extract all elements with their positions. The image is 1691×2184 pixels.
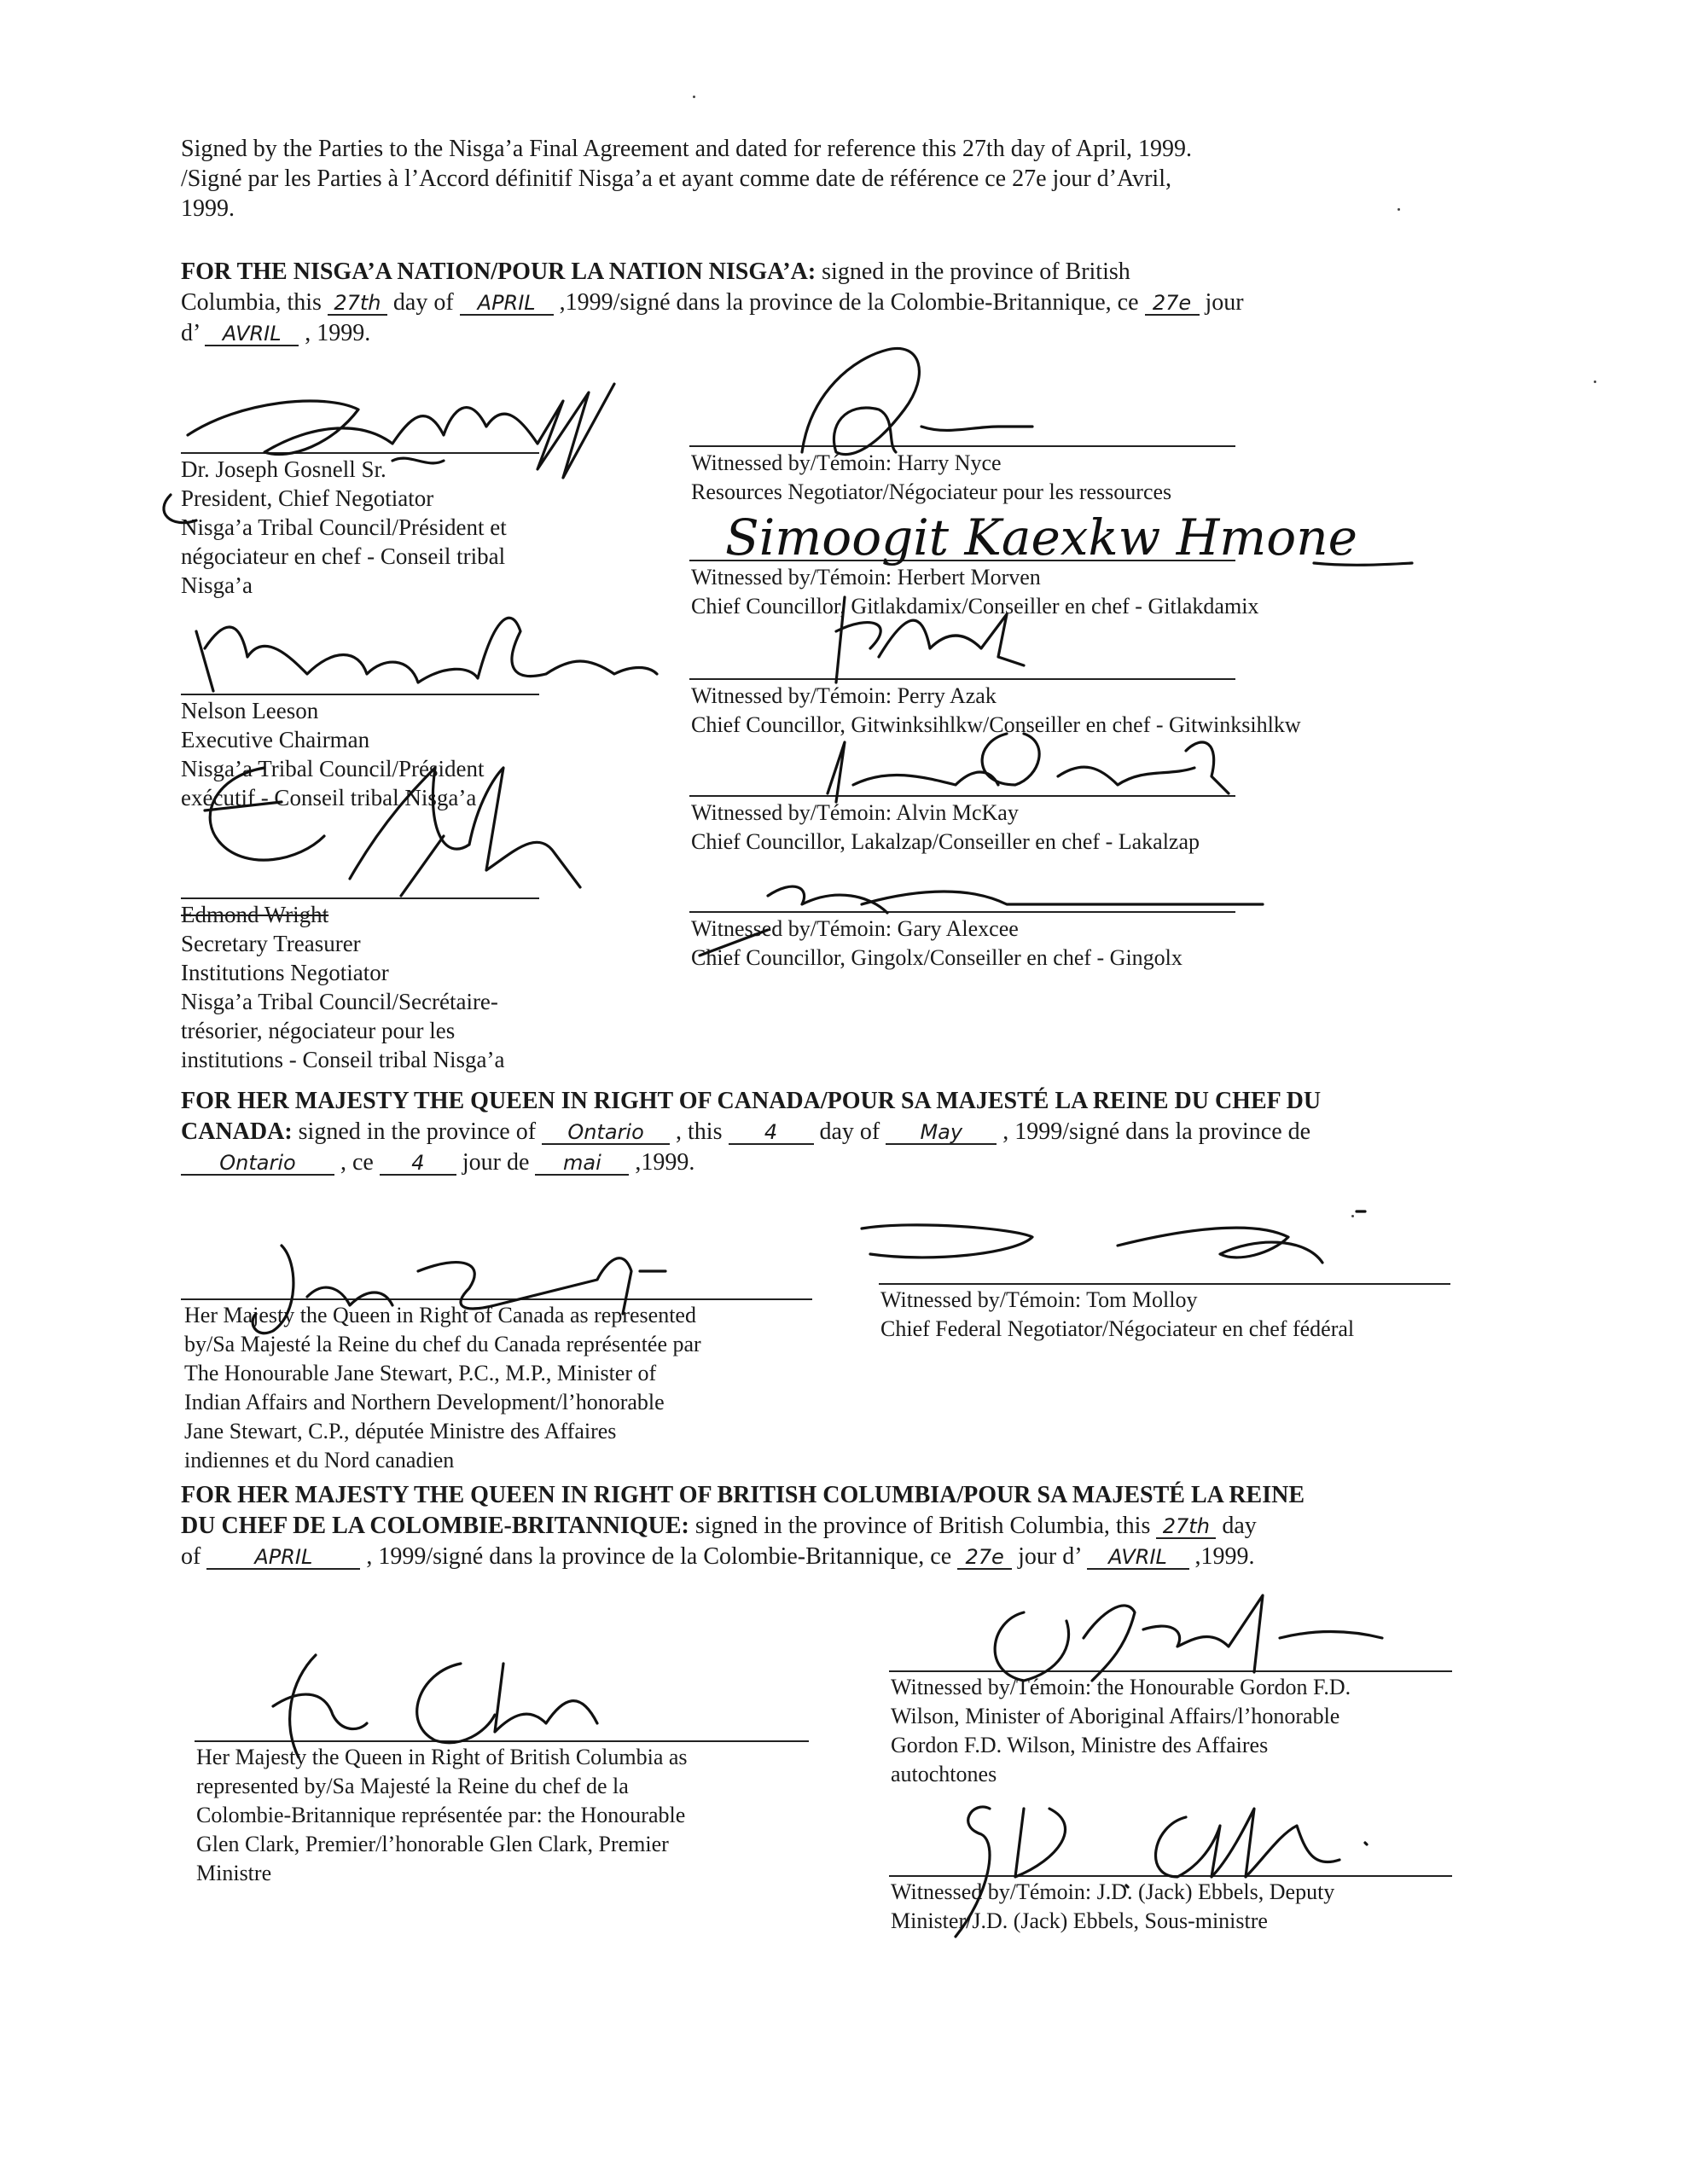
- bc-line-3-c: jour d’: [1012, 1543, 1087, 1570]
- witness-title: autochtones: [891, 1762, 997, 1786]
- canada-province-field[interactable]: Ontario: [542, 1121, 670, 1145]
- bc-line-3: [181, 1542, 1255, 1571]
- signature-gosnell: [137, 367, 683, 555]
- bc-line-2-end: day: [1216, 1513, 1257, 1539]
- signatory-wright: [181, 900, 504, 1074]
- bc-heading-2: DU CHEF DE LA COLOMBIE-BRITANNIQUE:: [181, 1513, 689, 1539]
- signatory-title: represented by/Sa Majesté la Reine du chef de la: [196, 1774, 629, 1798]
- signatory-title: exécutif - Conseil tribal Nisga’a: [181, 785, 477, 810]
- bc-line-3-a: of: [181, 1543, 207, 1570]
- signature-molloy: [845, 1203, 1408, 1288]
- canada-mois-field[interactable]: mai: [535, 1152, 629, 1176]
- signature-alexcee: [665, 862, 1263, 956]
- witness-molloy: [880, 1286, 1354, 1344]
- signatory-title: Nisga’a Tribal Council/Président: [181, 756, 485, 781]
- nisgaa-line-3: [181, 319, 370, 348]
- signatory-title: Jane Stewart, C.P., députée Ministre des Affaires: [184, 1419, 617, 1443]
- bc-line-3-b: , 1999/signé dans la province de la Colombie-Britannique, ce: [360, 1543, 958, 1570]
- signature-stewart: [222, 1228, 700, 1348]
- witness-name: Witnessed by/Témoin: J.D. (Jack) Ebbels, Deputy: [891, 1879, 1335, 1904]
- nisgaa-day-field[interactable]: 27th: [328, 292, 387, 316]
- nisgaa-mois-field[interactable]: AVRIL: [205, 322, 299, 346]
- witness-title: Gordon F.D. Wilson, Ministre des Affaires: [891, 1733, 1269, 1757]
- signatory-title: President, Chief Negotiator: [181, 485, 434, 511]
- signatory-title: négociateur en chef - Conseil tribal: [181, 543, 506, 569]
- signature-wright: [179, 751, 623, 913]
- signatory-title: Nisga’a Tribal Council/Secrétaire-: [181, 989, 498, 1014]
- nisgaa-month-field[interactable]: APRIL: [460, 292, 554, 316]
- canada-line-2-d: , 1999/signé dans la province de: [997, 1118, 1311, 1145]
- canada-line-3-b: jour de: [456, 1149, 536, 1176]
- nisgaa-line-2-b: day of: [386, 289, 460, 316]
- nisgaa-line-1: [181, 258, 1130, 287]
- witness-title: Minister/J.D. (Jack) Ebbels, Sous-ministre: [891, 1908, 1268, 1933]
- scan-speck: [1398, 208, 1400, 211]
- bc-day-field[interactable]: 27th: [1156, 1515, 1216, 1539]
- signatory-title: Indian Affairs and Northern Development/l’honorable: [184, 1390, 665, 1414]
- nisgaa-line-3-a: d’: [181, 320, 206, 346]
- scan-speck: [693, 96, 695, 98]
- signature-morven: [717, 503, 1416, 580]
- canada-province-fr-field[interactable]: Ontario: [181, 1152, 334, 1176]
- canada-line-3-c: ,1999.: [629, 1149, 695, 1176]
- intro-line-2: /Signé par les Parties à l’Accord définitif Nisga’a et ayant comme date de référence ce 27e jour d’Avril,: [181, 166, 1171, 192]
- witness-name: Witnessed by/Témoin: the Honourable Gordon F.D.: [891, 1675, 1351, 1699]
- nisgaa-line-2-d: jour: [1199, 289, 1244, 316]
- bc-mois-field[interactable]: AVRIL: [1087, 1546, 1189, 1570]
- nisgaa-heading: FOR THE NISGA’A NATION/POUR LA NATION NISGA’A:: [181, 258, 816, 285]
- signatory-title: Her Majesty the Queen in Right of British Columbia as: [196, 1745, 688, 1769]
- signature-wilson: [956, 1578, 1399, 1698]
- canada-line-2-b: , this: [670, 1118, 729, 1145]
- witness-name: Witnessed by/Témoin: Harry Nyce: [691, 450, 1002, 475]
- signatory-title: Executive Chairman: [181, 727, 370, 752]
- nisgaa-line-3-b: , 1999.: [299, 320, 371, 346]
- signatory-title: institutions - Conseil tribal Nisga’a: [181, 1047, 505, 1072]
- signature-azak: [819, 580, 1041, 691]
- signature-ebbels: [904, 1774, 1399, 1945]
- signatory-title: by/Sa Majesté la Reine du chef du Canada représentée par: [184, 1332, 701, 1356]
- canada-month-field[interactable]: May: [886, 1121, 997, 1145]
- signatory-title: Nisga’a Tribal Council/Président et: [181, 514, 507, 540]
- canada-heading-1: FOR HER MAJESTY THE QUEEN IN RIGHT OF CANADA/POUR SA MAJESTÉ LA REINE DU CHEF DU: [181, 1088, 1322, 1114]
- signature-mckay: [802, 717, 1263, 810]
- signature-nyce: [751, 341, 1058, 486]
- scan-speck: [1594, 380, 1596, 383]
- signatory-name: Nelson Leeson: [181, 698, 319, 723]
- signatory-title: Secretary Treasurer: [181, 931, 361, 956]
- signatory-title: Colombie-Britannique représentée par: the Honourable: [196, 1803, 686, 1827]
- bc-month-field[interactable]: APRIL: [206, 1546, 360, 1570]
- nisgaa-line-1-rest: signed in the province of British: [816, 258, 1130, 285]
- signatory-title: The Honourable Jane Stewart, P.C., M.P., Minister of: [184, 1361, 657, 1385]
- canada-line-3-a: , ce: [334, 1149, 380, 1176]
- canada-day-field[interactable]: 4: [729, 1121, 814, 1145]
- canada-line-3: [181, 1148, 694, 1177]
- bc-jour-field[interactable]: 27e: [957, 1546, 1012, 1570]
- signature-clark: [222, 1638, 614, 1774]
- witness-title: Chief Councillor, Gitwinksihlkw/Conseiller en chef - Gitwinksihlkw: [691, 712, 1301, 737]
- signatory-title: Institutions Negotiator: [181, 960, 389, 985]
- witness-title: Chief Councillor, Gitlakdamix/Conseiller en chef - Gitlakdamix: [691, 594, 1259, 619]
- bc-line-3-d: ,1999.: [1188, 1543, 1255, 1570]
- signatory-name: Edmond Wright: [181, 902, 329, 927]
- bc-line-2-rest: signed in the province of British Columbia, this: [689, 1513, 1157, 1539]
- witness-title: Resources Negotiator/Négociateur pour les ressources: [691, 479, 1172, 504]
- witness-title: Chief Councillor, Gingolx/Conseiller en chef - Gingolx: [691, 945, 1183, 970]
- witness-name: Witnessed by/Témoin: Perry Azak: [691, 683, 997, 708]
- witness-name: Witnessed by/Témoin: Gary Alexcee: [691, 916, 1019, 941]
- signatory-title: trésorier, négociateur pour les: [181, 1018, 456, 1043]
- intro-line-1: Signed by the Parties to the Nisga’a Final Agreement and dated for reference this 27th day of April, 1999.: [181, 136, 1193, 162]
- intro-line-3: 1999.: [181, 195, 235, 222]
- bc-heading-1: FOR HER MAJESTY THE QUEEN IN RIGHT OF BRITISH COLUMBIA/POUR SA MAJESTÉ LA REINE: [181, 1482, 1305, 1508]
- witness-title: Wilson, Minister of Aboriginal Affairs/l’honorable: [891, 1704, 1340, 1728]
- signatory-title: Her Majesty the Queen in Right of Canada as represented: [184, 1303, 696, 1327]
- witness-name: Witnessed by/Témoin: Herbert Morven: [691, 565, 1041, 590]
- canada-line-2: [181, 1118, 1310, 1147]
- nisgaa-line-2-a: Columbia, this: [181, 289, 328, 316]
- canada-line-2-c: day of: [813, 1118, 886, 1145]
- nisgaa-jour-field[interactable]: 27e: [1145, 292, 1200, 316]
- witness-name: Witnessed by/Témoin: Tom Molloy: [880, 1287, 1198, 1312]
- nisgaa-line-2: [181, 288, 1244, 317]
- signature-leeson: [188, 597, 665, 734]
- canada-jour-field[interactable]: 4: [380, 1152, 456, 1176]
- witness-title: Chief Councillor, Lakalzap/Conseiller en chef - Lakalzap: [691, 829, 1200, 854]
- witness-title: Chief Federal Negotiator/Négociateur en chef fédéral: [880, 1316, 1355, 1341]
- signatory-title: Nisga’a: [181, 572, 253, 598]
- signatory-title: Ministre: [196, 1861, 272, 1885]
- witness-name: Witnessed by/Témoin: Alvin McKay: [691, 800, 1019, 825]
- signatory-name: Dr. Joseph Gosnell Sr.: [181, 456, 386, 482]
- signatory-title: indiennes et du Nord canadien: [184, 1448, 455, 1472]
- bc-line-2: [181, 1512, 1257, 1541]
- canada-line-2-a: signed in the province of: [292, 1118, 543, 1145]
- nisgaa-line-2-c: ,1999/signé dans la province de la Colombie-Britannique, ce: [553, 289, 1145, 316]
- signatory-title: Glen Clark, Premier/l’honorable Glen Clark, Premier: [196, 1832, 669, 1856]
- canada-heading-2: CANADA:: [181, 1118, 293, 1145]
- signature-morven-text: Simoogit Kaexkw Hmone: [725, 508, 1357, 566]
